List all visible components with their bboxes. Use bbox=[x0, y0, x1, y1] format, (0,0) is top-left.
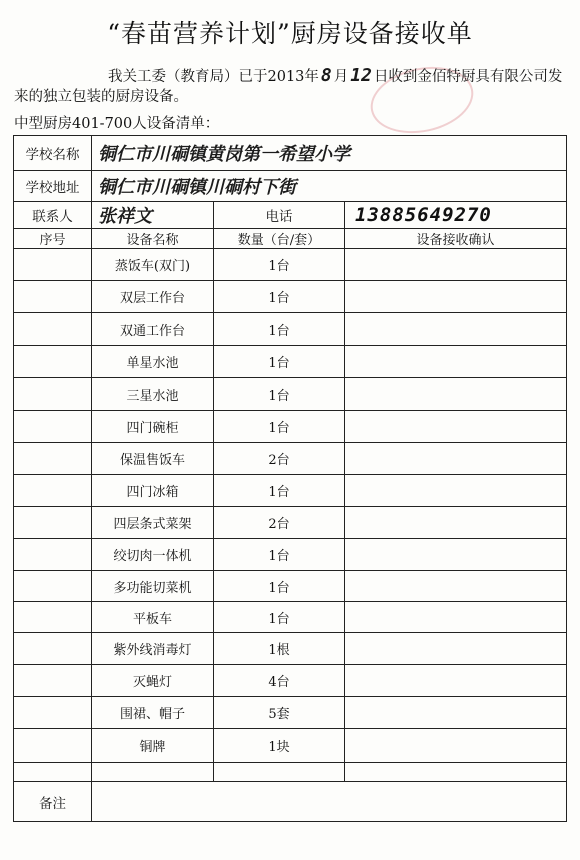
table-row bbox=[14, 539, 567, 571]
intro-suffix: 日收到金佰特厨具有限公司发来的独立包装的厨房设备。 bbox=[14, 69, 563, 105]
table-row bbox=[14, 346, 567, 378]
handwritten-day: 12 bbox=[350, 65, 372, 86]
header-no: 序号 bbox=[14, 229, 92, 249]
cell-qty: 1台 bbox=[214, 571, 345, 602]
cell-name: 绞切肉一体机 bbox=[92, 539, 214, 571]
intro-prefix: 我关工委（教育局）已于2013年 bbox=[108, 69, 319, 85]
cell-name: 平板车 bbox=[92, 602, 214, 633]
cell-no bbox=[14, 571, 92, 602]
month-unit: 月 bbox=[333, 69, 349, 85]
cell-qty: 1块 bbox=[214, 729, 345, 763]
cell-confirm bbox=[345, 249, 567, 281]
cell-qty: 1台 bbox=[214, 346, 345, 378]
cell-name: 铜牌 bbox=[92, 729, 214, 763]
cell-qty: 1台 bbox=[214, 411, 345, 443]
table-row bbox=[14, 411, 567, 443]
cell-qty: 5套 bbox=[214, 697, 345, 729]
header-name: 设备名称 bbox=[92, 229, 214, 249]
table-row bbox=[14, 763, 567, 782]
cell-name: 单星水池 bbox=[92, 346, 214, 378]
cell-no bbox=[14, 665, 92, 697]
cell-name: 双层工作台 bbox=[92, 281, 214, 313]
school-name-label: 学校名称 bbox=[14, 136, 92, 171]
cell-name: 灭蝇灯 bbox=[92, 665, 214, 697]
cell-no bbox=[14, 697, 92, 729]
remarks-label: 备注 bbox=[14, 782, 92, 822]
cell-confirm bbox=[345, 346, 567, 378]
school-address-label: 学校地址 bbox=[14, 171, 92, 202]
cell-confirm bbox=[345, 697, 567, 729]
cell-no bbox=[14, 346, 92, 378]
cell-confirm bbox=[345, 443, 567, 475]
intro-paragraph bbox=[14, 66, 566, 107]
cell-name: 蒸饭车(双门) bbox=[92, 249, 214, 281]
cell-qty: 1台 bbox=[214, 475, 345, 507]
table-row bbox=[14, 507, 567, 539]
school-address-value: 铜仁市川硐镇川硐村下街 bbox=[92, 171, 567, 202]
cell-confirm bbox=[345, 507, 567, 539]
cell-qty: 1台 bbox=[214, 281, 345, 313]
table-row bbox=[14, 633, 567, 665]
cell-no bbox=[14, 378, 92, 411]
contact-value: 张祥文 bbox=[92, 202, 214, 229]
cell-no bbox=[14, 602, 92, 633]
cell-confirm bbox=[345, 571, 567, 602]
table-row bbox=[14, 697, 567, 729]
cell-no bbox=[14, 411, 92, 443]
cell-name: 围裙、帽子 bbox=[92, 697, 214, 729]
cell-name: 四门冰箱 bbox=[92, 475, 214, 507]
cell-no bbox=[14, 507, 92, 539]
table-row bbox=[14, 313, 567, 346]
cell-confirm bbox=[345, 475, 567, 507]
cell-name: 双通工作台 bbox=[92, 313, 214, 346]
table-row bbox=[14, 602, 567, 633]
table-header-row bbox=[14, 229, 567, 249]
equipment-receipt-table bbox=[13, 135, 567, 822]
table-row bbox=[14, 249, 567, 281]
remarks-row bbox=[14, 782, 567, 822]
cell-confirm bbox=[345, 411, 567, 443]
cell-confirm bbox=[345, 378, 567, 411]
header-qty: 数量（台/套） bbox=[214, 229, 345, 249]
cell-confirm bbox=[345, 602, 567, 633]
cell-no bbox=[14, 443, 92, 475]
cell-confirm bbox=[345, 281, 567, 313]
cell-confirm bbox=[345, 729, 567, 763]
school-name-row bbox=[14, 136, 567, 171]
table-row bbox=[14, 665, 567, 697]
school-name-value: 铜仁市川硐镇黄岗第一希望小学 bbox=[92, 136, 567, 171]
cell-qty: 1台 bbox=[214, 539, 345, 571]
cell-no bbox=[14, 281, 92, 313]
cell-confirm bbox=[345, 665, 567, 697]
cell-qty bbox=[214, 763, 345, 782]
cell-name: 保温售饭车 bbox=[92, 443, 214, 475]
cell-name: 四门碗柜 bbox=[92, 411, 214, 443]
cell-no bbox=[14, 313, 92, 346]
table-row bbox=[14, 281, 567, 313]
cell-name: 紫外线消毒灯 bbox=[92, 633, 214, 665]
table-row bbox=[14, 378, 567, 411]
cell-confirm bbox=[345, 763, 567, 782]
header-confirm: 设备接收确认 bbox=[345, 229, 567, 249]
list-subtitle: 中型厨房401-700人设备清单： bbox=[14, 116, 220, 132]
remarks-value bbox=[92, 782, 567, 822]
handwritten-month: 8 bbox=[320, 65, 332, 86]
phone-value: 13885649270 bbox=[345, 202, 567, 229]
cell-no bbox=[14, 475, 92, 507]
contact-row bbox=[14, 202, 567, 229]
cell-qty: 1台 bbox=[214, 313, 345, 346]
table-row bbox=[14, 571, 567, 602]
cell-name: 多功能切菜机 bbox=[92, 571, 214, 602]
cell-name: 三星水池 bbox=[92, 378, 214, 411]
cell-qty: 4台 bbox=[214, 665, 345, 697]
cell-name bbox=[92, 763, 214, 782]
cell-qty: 2台 bbox=[214, 507, 345, 539]
cell-confirm bbox=[345, 633, 567, 665]
cell-no bbox=[14, 249, 92, 281]
cell-qty: 1台 bbox=[214, 249, 345, 281]
cell-qty: 1台 bbox=[214, 602, 345, 633]
table-row bbox=[14, 475, 567, 507]
table-row bbox=[14, 729, 567, 763]
phone-label: 电话 bbox=[214, 202, 345, 229]
cell-qty: 1台 bbox=[214, 378, 345, 411]
cell-qty: 1根 bbox=[214, 633, 345, 665]
cell-no bbox=[14, 729, 92, 763]
cell-confirm bbox=[345, 539, 567, 571]
cell-no bbox=[14, 633, 92, 665]
cell-confirm bbox=[345, 313, 567, 346]
document-title: “春苗营养计划”厨房设备接收单 bbox=[107, 19, 473, 48]
school-address-row bbox=[14, 171, 567, 202]
cell-no bbox=[14, 763, 92, 782]
contact-label: 联系人 bbox=[14, 202, 92, 229]
cell-no bbox=[14, 539, 92, 571]
table-row bbox=[14, 443, 567, 475]
cell-qty: 2台 bbox=[214, 443, 345, 475]
cell-name: 四层条式菜架 bbox=[92, 507, 214, 539]
